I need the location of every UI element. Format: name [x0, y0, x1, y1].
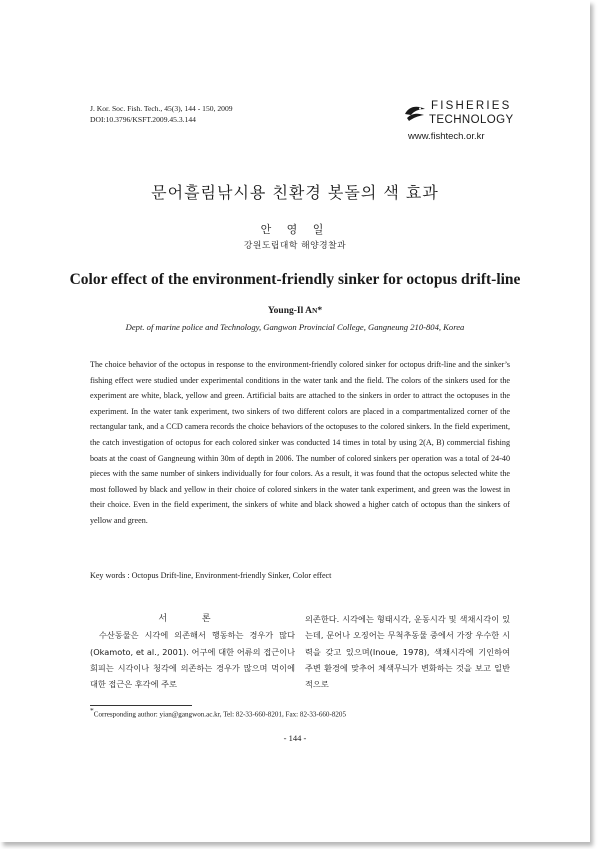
body-paragraph: 의존한다. 시각에는 형태시각, 운동시각 및 색채시각이 있는데, 문어나 오징어는 무척추동물 중에서 가장 우수한 시력을 갖고 있으며(Inoue, 1978), 색채시각에 기인하여 주변 환경에 맞추어 체색무늬가 변화하는 것을 보고 일반적으로: [305, 614, 510, 690]
english-author: [0, 306, 590, 316]
korean-affiliation: 강원도립대학 해양경찰과: [243, 241, 347, 251]
abstract: The choice behavior of the octopus in response to the environment-friendly colored sinker for octopus drift-line and the sinker’s fishing effect were studied under experimental conditions in the water tank and the field. The colors of the sinkers used for the experiment are white, black, yellow and green. Artificial baits are attached to the sinkers in order to attract the octopuses in the experiment. In the water tank experiment, two sinkers of two different colors are placed in a compartmentalized corner of the rectangular tank, and a CCD camera records the choice behaviors of the octopuses to the colored sinkers. In the field experiment, the catch investigation of octopus for each colored sinker was conducted 14 times in total by using 2(A, B) commercial fishing boats at the coast of Gangneung within 30m of depth in 2006. The number of colored sinkers per operation was a total of 24-40 pieces with the same number of sinkers individually for four colors. As a result, it was found that the octopus selected white the most followed by black and yellow in their choice of colored sinkers in the water tank experiment, and green was the lowest in their choice. Even in the field experiment, the sinkers of white and black showed a higher catch of octopus than the sinkers of yellow and green.: [90, 360, 510, 525]
logo-text-fisheries: FISHERIES: [431, 100, 512, 112]
journal-citation-line: J. Kor. Soc. Fish. Tech., 45(3), 144 - 150, 2009: [90, 104, 233, 113]
korean-author: 안 영 일: [260, 223, 330, 236]
english-affiliation: Dept. of marine police and Technology, Gangwon Provincial College, Gangneung 210-804, Korea: [125, 322, 465, 332]
footnote-mark: *: [90, 706, 94, 715]
doi-line: DOI:10.3796/KSFT.2009.45.3.144: [90, 115, 196, 124]
english-title: Color effect of the environment-friendly sinker for octopus drift-line: [69, 271, 521, 288]
journal-url: www.fishtech.or.kr: [408, 131, 485, 142]
logo-text-technology: TECHNOLOGY: [429, 114, 514, 126]
author-name: Young-Il A: [267, 306, 312, 316]
section-title: 서 론: [158, 614, 227, 624]
page-number: - 144 -: [283, 733, 307, 743]
body-right-column: [305, 611, 510, 692]
keywords: Key words : Octopus Drift-line, Environment-friendly Sinker, Color effect: [90, 571, 332, 580]
footnote-text: Corresponding author: yian@gangwon.ac.kr, Tel: 82-33-660-8201, Fax: 82-33-660-8205: [93, 710, 347, 719]
journal-logo: [403, 100, 514, 146]
journal-citation: [90, 103, 233, 125]
korean-title: 문어흘림낚시용 친환경 봇돌의 색 효과: [151, 183, 439, 202]
fish-logo-icon: [403, 100, 427, 124]
body-paragraph: 수산동물은 시각에 의존해서 행동하는 경우가 많다(Okamoto, et al., 2001). 어구에 대한 어류의 접근이나 회피는 시각이나 청각에 의존하는 경우가 많으며 먹이에 대한 접근은 후각에 주로: [90, 630, 295, 690]
corresponding-mark: *: [317, 306, 323, 316]
author-name-smallcaps: N: [311, 306, 318, 315]
footnote: [90, 706, 510, 718]
body-left-column: [90, 611, 295, 692]
